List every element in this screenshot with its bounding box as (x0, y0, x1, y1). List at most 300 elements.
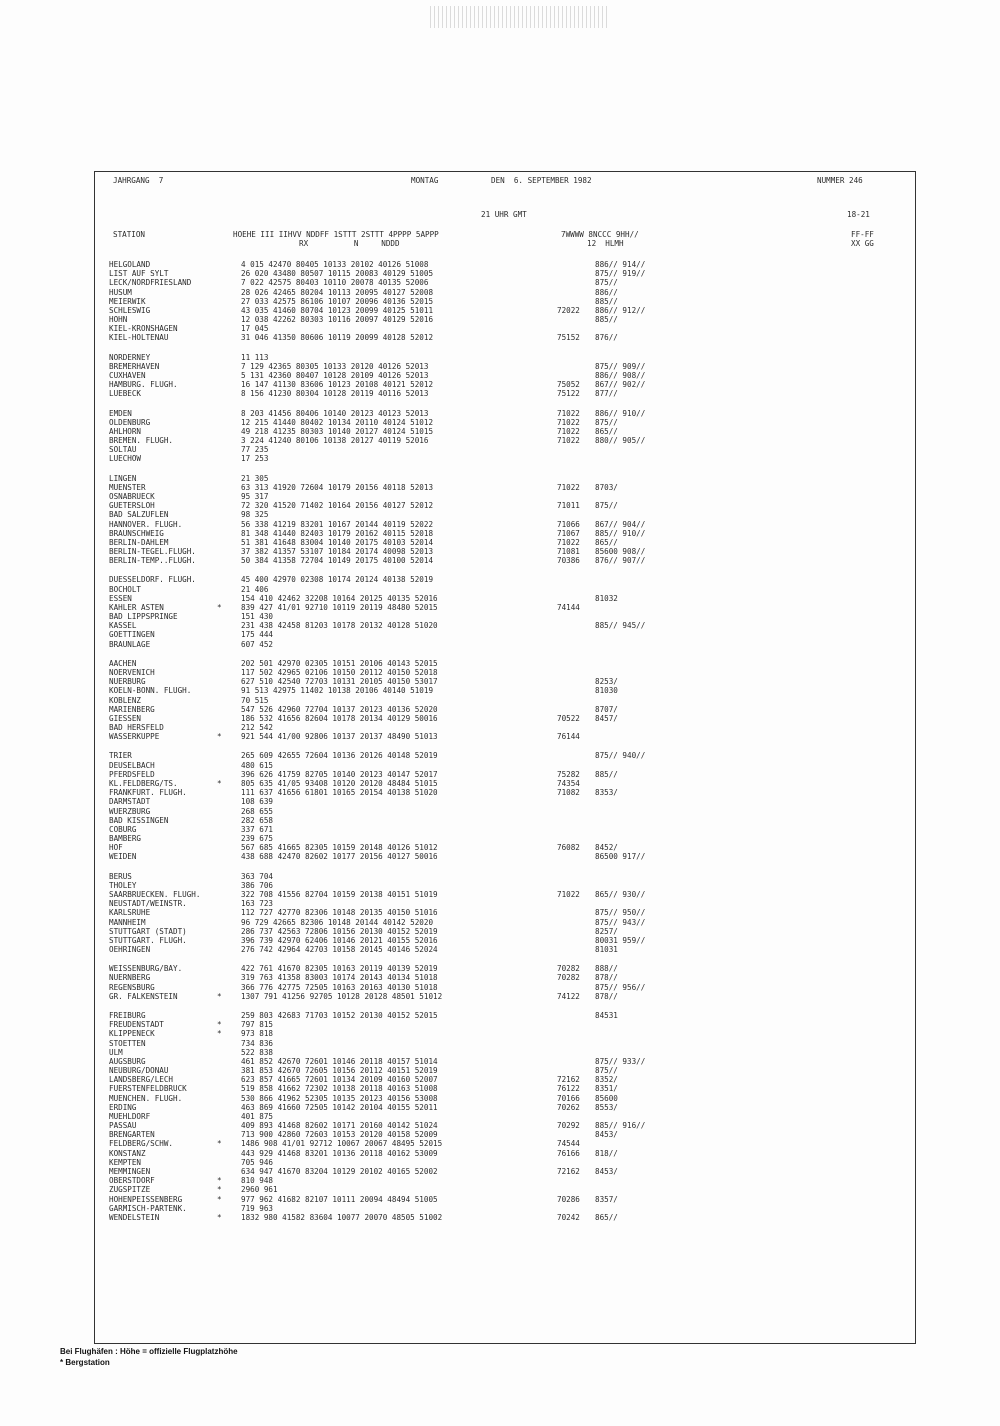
station-name: MEIERWIK (109, 296, 146, 306)
station-clouds: 878// (595, 973, 618, 983)
station-section7: 72162 (557, 1075, 580, 1085)
station-row (95, 964, 915, 973)
station-section7: 75152 (557, 333, 580, 343)
station-row (95, 1094, 915, 1103)
station-name: ZUGSPITZE (109, 1185, 151, 1195)
station-section7: 71081 (557, 547, 580, 557)
station-observation: 4 015 42470 80405 10133 20102 40126 51008 (241, 260, 429, 269)
col-station: STATION (113, 230, 146, 239)
station-name: OEHRINGEN (109, 945, 151, 955)
station-observation: 31 046 41350 80606 10119 20099 40128 52012 (241, 333, 434, 343)
station-name: BRAUNLAGE (109, 639, 151, 649)
station-row (95, 510, 915, 519)
station-section7: 71022 (557, 889, 580, 899)
station-observation: 95 317 (241, 491, 269, 501)
station-name: HUSUM (109, 287, 132, 297)
station-clouds: 8703/ (595, 482, 618, 492)
station-name: AHLHORN (109, 426, 142, 436)
station-row (95, 1029, 915, 1038)
station-section7: 70282 (557, 964, 580, 974)
station-section7: 76166 (557, 1148, 580, 1158)
station-row (95, 409, 915, 418)
station-name: STUTTGART (STADT) (109, 926, 187, 936)
station-observation: 70 515 (241, 695, 269, 705)
col-section7: 7WWWW 8NCCC 9HH// (561, 230, 639, 239)
station-clouds: 875// 919// (595, 269, 646, 279)
station-name: FREUDENSTADT (109, 1020, 164, 1030)
station-clouds: 8707/ (595, 704, 618, 714)
station-name: NUERNBERG (109, 973, 151, 983)
station-observation: 810 948 (241, 1176, 274, 1186)
station-row (95, 353, 915, 362)
station-observation: 805 635 41/05 93408 10120 20120 48484 51015 (241, 779, 438, 788)
footnote-mountain: * Bergstation (60, 1358, 110, 1367)
station-row (95, 1048, 915, 1057)
station-observation: 409 893 41468 82602 10171 20160 40142 51024 (241, 1121, 438, 1131)
report-date: DEN 6. SEPTEMBER 1982 (491, 176, 592, 185)
station-observation: 363 704 (241, 871, 274, 881)
station-name: BERLIN-DAHLEM (109, 537, 169, 547)
station-section7: 70522 (557, 713, 580, 723)
station-row (95, 483, 915, 492)
station-name: NORDERNEY (109, 352, 151, 362)
station-observation: 51 381 41648 83004 10140 20175 40103 52014 (241, 537, 434, 547)
station-row (95, 575, 915, 584)
station-name: FUERSTENFELDBRUCK (109, 1084, 187, 1094)
station-row (95, 872, 915, 881)
station-observation: 8 156 41230 80304 10128 20119 40116 52013 (241, 389, 429, 399)
station-observation: 422 761 41670 82305 10163 20119 40139 52019 (241, 964, 438, 974)
station-section7: 70262 (557, 1102, 580, 1112)
station-row (95, 1066, 915, 1075)
station-row (95, 732, 915, 741)
station-observation: 259 803 42683 71703 10152 20130 40152 52015 (241, 1010, 438, 1020)
station-name: EMDEN (109, 408, 132, 418)
station-clouds: 8353/ (595, 788, 618, 798)
station-row (95, 807, 915, 816)
station-section7: 70286 (557, 1194, 580, 1204)
station-name: PASSAU (109, 1121, 137, 1131)
station-row (95, 1011, 915, 1020)
station-name: KASSEL (109, 621, 137, 631)
station-observation: 634 947 41670 83204 10129 20102 40165 52002 (241, 1167, 438, 1177)
station-name: FREIBURG (109, 1010, 146, 1020)
station-section7: 71022 (557, 482, 580, 492)
station-row (95, 677, 915, 686)
station-clouds: 81030 (595, 686, 618, 696)
station-name: MEMMINGEN (109, 1167, 151, 1177)
observation-time: 21 UHR GMT (481, 210, 527, 219)
station-observation: 3 224 41240 80106 10138 20127 40119 52016 (241, 436, 429, 446)
station-row (95, 1130, 915, 1139)
station-clouds: 8257/ (595, 926, 618, 936)
station-observation: 163 723 (241, 899, 274, 909)
station-observation: 1832 980 41582 83604 10077 20070 48505 51002 (241, 1212, 443, 1222)
station-observation: 839 427 41/01 92710 10119 20119 48480 52015 (241, 602, 438, 612)
station-clouds: 818// (595, 1148, 618, 1158)
station-clouds: 865// 930// (595, 889, 646, 899)
station-observation: 45 400 42970 02308 10174 20124 40138 52019 (241, 575, 434, 585)
station-row (95, 788, 915, 797)
station-clouds: 878// (595, 991, 618, 1001)
station-row (95, 306, 915, 315)
station-row (95, 547, 915, 556)
station-row (95, 705, 915, 714)
station-observation: 519 858 41662 72302 10138 20118 40163 51008 (241, 1084, 438, 1094)
station-clouds: 8452/ (595, 843, 618, 853)
station-row (95, 621, 915, 630)
station-clouds: 8357/ (595, 1194, 618, 1204)
station-observation: 91 513 42975 11402 10138 20106 40140 51019 (241, 686, 434, 696)
station-observation: 623 857 41665 72601 10134 20109 40160 52007 (241, 1075, 438, 1085)
station-name: BAMBERG (109, 834, 142, 844)
volume-label: JAHRGANG 7 (113, 176, 164, 185)
station-name: KONSTANZ (109, 1148, 146, 1158)
station-observation: 21 406 (241, 584, 269, 594)
station-row (95, 723, 915, 732)
station-row (95, 288, 915, 297)
station-name: BERUS (109, 871, 132, 881)
station-observation: 396 739 42970 62406 10146 20121 40155 52016 (241, 935, 438, 945)
station-clouds: 875// (595, 417, 618, 427)
station-observation: 77 235 (241, 445, 269, 455)
mountain-station-marker: * (217, 602, 222, 612)
station-name: BREMEN. FLUGH. (109, 436, 174, 446)
station-observation: 713 900 42860 72603 10153 20120 40158 52009 (241, 1130, 438, 1140)
station-row (95, 278, 915, 287)
station-name: REGENSBURG (109, 982, 155, 992)
station-name: CUXHAVEN (109, 370, 146, 380)
station-name: HOHN (109, 315, 128, 325)
station-name: GARMISCH-PARTENK. (109, 1203, 187, 1213)
station-name: BREMERHAVEN (109, 361, 160, 371)
station-row (95, 770, 915, 779)
station-observation: 63 313 41920 72604 10179 20156 40118 52013 (241, 482, 434, 492)
station-row (95, 1075, 915, 1084)
station-row (95, 445, 915, 454)
station-observation: 50 384 41358 72704 10149 20175 40100 52014 (241, 556, 434, 566)
station-name: BAD KISSINGEN (109, 815, 169, 825)
station-name: OLDENBURG (109, 417, 151, 427)
station-section7: 70242 (557, 1212, 580, 1222)
station-clouds: 885// (595, 769, 618, 779)
station-clouds: 885// (595, 315, 618, 325)
station-clouds: 877// (595, 389, 618, 399)
station-name: LUECHOW (109, 454, 142, 464)
station-observation: 2960 961 (241, 1185, 278, 1195)
station-observation: 231 438 42458 81203 10178 20132 40128 51020 (241, 621, 438, 631)
station-row (95, 297, 915, 306)
station-observation: 16 147 41130 83606 10123 20108 40121 52012 (241, 380, 434, 390)
station-section7: 76144 (557, 732, 580, 742)
station-name: NEUBURG/DONAU (109, 1066, 169, 1076)
station-clouds: 867// 902// (595, 380, 646, 390)
station-clouds: 865// (595, 1212, 618, 1222)
station-name: OBERSTDORF (109, 1176, 155, 1186)
col-section7-sub: 12 HLMH (587, 239, 624, 248)
footnote (60, 1346, 238, 1368)
station-clouds: 8352/ (595, 1075, 618, 1085)
station-row (95, 520, 915, 529)
footnote-airports: Bei Flughäfen : Höhe = offizielle Flugplatzhöhe (60, 1347, 238, 1356)
station-clouds: 875// 909// (595, 361, 646, 371)
station-row (95, 714, 915, 723)
station-name: MANNHEIM (109, 917, 146, 927)
station-observation: 7 022 42575 80403 10110 20078 40135 52006 (241, 278, 429, 288)
station-row (95, 1176, 915, 1185)
station-clouds: 876// 907// (595, 556, 646, 566)
station-clouds: 875// 940// (595, 751, 646, 761)
col-groups: HOEHE III IIHVV NDDFF 1STTT 2STTT 4PPPP 5APPP (233, 230, 439, 239)
station-clouds: 875// (595, 501, 618, 511)
station-clouds: 865// (595, 426, 618, 436)
station-clouds: 888// (595, 964, 618, 974)
station-name: HOHENPEISSENBERG (109, 1194, 183, 1204)
station-clouds: 885// 916// (595, 1121, 646, 1131)
station-name: PFERDSFELD (109, 769, 155, 779)
station-observation: 480 615 (241, 760, 274, 770)
station-row (95, 751, 915, 760)
station-observation: 81 348 41440 82403 10179 20162 40115 52018 (241, 528, 434, 538)
station-observation: 56 338 41219 83201 10167 20144 40119 52022 (241, 519, 434, 529)
station-observation: 21 305 (241, 473, 269, 483)
station-observation: 72 320 41520 71402 10164 20156 40127 52012 (241, 501, 434, 511)
station-observation: 461 852 42670 72601 10146 20118 40157 51014 (241, 1056, 438, 1066)
station-row (95, 454, 915, 463)
station-observation: 443 929 41468 83201 10136 20118 40162 53009 (241, 1148, 438, 1158)
station-clouds: 84531 (595, 1010, 618, 1020)
station-name: BRAUNSCHWEIG (109, 528, 164, 538)
mountain-station-marker: * (217, 1185, 222, 1195)
station-name: ESSEN (109, 593, 132, 603)
station-clouds: 8351/ (595, 1084, 618, 1094)
station-observation: 27 033 42575 86106 10107 20096 40136 52015 (241, 296, 434, 306)
station-observation: 547 526 42960 72704 10137 20123 40136 52020 (241, 704, 438, 714)
station-clouds: 875// 943// (595, 917, 646, 927)
station-clouds: 875// 950// (595, 908, 646, 918)
station-clouds: 85600 908// (595, 547, 646, 557)
station-observation: 108 639 (241, 797, 274, 807)
station-clouds: 8253/ (595, 677, 618, 687)
station-row (95, 315, 915, 324)
station-row (95, 983, 915, 992)
mountain-station-marker: * (217, 779, 222, 788)
station-row (95, 630, 915, 639)
station-section7: 71022 (557, 417, 580, 427)
station-row (95, 973, 915, 982)
station-name: KOBLENZ (109, 695, 142, 705)
station-name: GUETERSLOH (109, 501, 155, 511)
station-name: HOF (109, 843, 123, 853)
station-name: ERDING (109, 1102, 137, 1112)
station-row (95, 1167, 915, 1176)
station-observation: 322 708 41556 82704 10159 20138 40151 51019 (241, 889, 438, 899)
station-row (95, 890, 915, 899)
mountain-station-marker: * (217, 732, 222, 742)
station-observation: 627 510 42540 72703 10131 20105 40150 53017 (241, 677, 438, 687)
station-observation: 26 020 43480 80507 10115 20083 40129 51005 (241, 269, 434, 279)
station-section7: 71066 (557, 519, 580, 529)
station-row (95, 1039, 915, 1048)
station-clouds: 886// 914// (595, 260, 646, 269)
station-observation: 111 637 41656 61801 10165 20154 40138 51020 (241, 788, 438, 798)
station-row (95, 696, 915, 705)
mountain-station-marker: * (217, 1139, 222, 1149)
station-row (95, 1103, 915, 1112)
station-clouds: 885// 910// (595, 528, 646, 538)
station-row (95, 474, 915, 483)
issue-number: NUMMER 246 (817, 176, 863, 185)
station-row (95, 538, 915, 547)
station-observation: 5 131 42360 80407 10128 20109 40126 52013 (241, 370, 429, 380)
station-observation: 319 763 41358 83003 10174 20143 40134 51018 (241, 973, 438, 983)
station-row (95, 1149, 915, 1158)
station-row (95, 427, 915, 436)
station-name: NUERBURG (109, 677, 146, 687)
station-row (95, 1057, 915, 1066)
station-name: SOLTAU (109, 445, 137, 455)
station-name: GOETTINGEN (109, 630, 155, 640)
station-observation: 396 626 41759 82705 10140 20123 40147 52017 (241, 769, 438, 779)
station-name: NOERVENICH (109, 668, 155, 678)
station-clouds: 8453/ (595, 1130, 618, 1140)
station-section7: 72022 (557, 305, 580, 315)
station-observation: 921 544 41/00 92806 10137 20137 48490 51013 (241, 732, 438, 742)
station-clouds: 80031 959// (595, 935, 646, 945)
station-section7: 75052 (557, 380, 580, 390)
station-observation: 522 838 (241, 1047, 274, 1057)
station-name: FRANKFURT. FLUGH. (109, 788, 187, 798)
station-observation: 117 502 42965 02106 10150 20112 40150 52018 (241, 668, 438, 678)
station-name: LECK/NORDFRIESLAND (109, 278, 192, 288)
station-observation: 43 035 41460 80704 10123 20099 40125 51011 (241, 305, 434, 315)
station-row (95, 1084, 915, 1093)
scan-artifact (430, 6, 610, 28)
station-name: WEISSENBURG/BAY. (109, 964, 183, 974)
station-name: AACHEN (109, 658, 137, 668)
station-name: MARIENBERG (109, 704, 155, 714)
station-name: WASSERKUPPE (109, 732, 160, 742)
station-clouds: 875// (595, 1066, 618, 1076)
station-name: WUERZBURG (109, 806, 151, 816)
station-name: KARLSRUHE (109, 908, 151, 918)
station-row (95, 936, 915, 945)
col-groups-sub: RX N NDDD (299, 239, 400, 248)
station-observation: 705 946 (241, 1157, 274, 1167)
station-observation: 607 452 (241, 639, 274, 649)
station-row (95, 1185, 915, 1194)
col-ff: FF-FF (851, 230, 874, 239)
station-row (95, 825, 915, 834)
station-row (95, 843, 915, 852)
station-row (95, 1112, 915, 1121)
station-observation: 734 836 (241, 1038, 274, 1048)
station-observation: 186 532 41656 82604 10178 20134 40129 50016 (241, 713, 438, 723)
station-row (95, 659, 915, 668)
station-name: COBURG (109, 824, 137, 834)
station-row (95, 324, 915, 333)
station-observation: 154 410 42462 32208 10164 20125 40135 52016 (241, 593, 438, 603)
station-row (95, 585, 915, 594)
station-observation: 1486 908 41/01 92712 10067 20067 48495 52015 (241, 1139, 443, 1149)
station-observation: 17 253 (241, 454, 269, 464)
station-observation: 265 609 42655 72604 10136 20126 40148 52019 (241, 751, 438, 761)
station-observation: 49 218 41235 80303 10140 20127 40124 51015 (241, 426, 434, 436)
station-section7: 75122 (557, 389, 580, 399)
station-observation: 28 026 42465 80204 10113 20095 40127 52008 (241, 287, 434, 297)
mountain-station-marker: * (217, 991, 222, 1001)
station-clouds: 886// 912// (595, 305, 646, 315)
station-section7: 76122 (557, 1084, 580, 1094)
station-section7: 74144 (557, 602, 580, 612)
station-observation: 17 045 (241, 324, 269, 334)
col-ff-sub: XX GG (851, 239, 874, 248)
station-row (95, 992, 915, 1001)
station-observation: 381 853 42670 72605 10156 20112 40151 52019 (241, 1066, 438, 1076)
station-name: KOELN-BONN. FLUGH. (109, 686, 192, 696)
station-clouds: 81031 (595, 945, 618, 955)
station-observation: 151 430 (241, 612, 274, 622)
station-row (95, 852, 915, 861)
station-section7: 72162 (557, 1167, 580, 1177)
station-row (95, 556, 915, 565)
station-row (95, 945, 915, 954)
station-name: TRIER (109, 751, 132, 761)
station-row (95, 1158, 915, 1167)
station-section7: 71067 (557, 528, 580, 538)
station-name: KAHLER ASTEN (109, 602, 164, 612)
station-name: GIESSEN (109, 713, 142, 723)
mountain-station-marker: * (217, 1176, 222, 1186)
station-row (95, 594, 915, 603)
station-row (95, 501, 915, 510)
station-name: KIEL-KRONSHAGEN (109, 324, 178, 334)
station-row (95, 899, 915, 908)
station-row (95, 1020, 915, 1029)
station-row (95, 908, 915, 917)
station-row (95, 1204, 915, 1213)
station-clouds: 875// (595, 278, 618, 288)
station-section7: 75282 (557, 769, 580, 779)
station-row (95, 1139, 915, 1148)
station-row (95, 269, 915, 278)
station-row (95, 362, 915, 371)
station-clouds: 880// 905// (595, 436, 646, 446)
station-name: OSNABRUECK (109, 491, 155, 501)
station-observation: 7 129 42365 80305 10133 20120 40126 52013 (241, 361, 429, 371)
station-row (95, 389, 915, 398)
station-name: HAMBURG. FLUGH. (109, 380, 178, 390)
station-row (95, 333, 915, 342)
station-section7: 70166 (557, 1093, 580, 1103)
station-observation: 12 215 41440 80402 10134 20110 40124 51012 (241, 417, 434, 427)
station-name: WENDELSTEIN (109, 1212, 160, 1222)
station-section7: 71022 (557, 426, 580, 436)
station-observation: 175 444 (241, 630, 274, 640)
station-observation: 719 963 (241, 1203, 274, 1213)
station-section7: 70282 (557, 973, 580, 983)
station-observation: 337 671 (241, 824, 274, 834)
station-section7: 74122 (557, 991, 580, 1001)
station-name: LIST AUF SYLT (109, 269, 169, 279)
station-row (95, 1213, 915, 1222)
station-clouds: 886// 910// (595, 408, 646, 418)
station-name: MUENSTER (109, 482, 146, 492)
station-observation: 797 815 (241, 1020, 274, 1030)
weekday: MONTAG (411, 176, 439, 185)
station-row (95, 612, 915, 621)
station-name: DUESSELDORF. FLUGH. (109, 575, 196, 585)
